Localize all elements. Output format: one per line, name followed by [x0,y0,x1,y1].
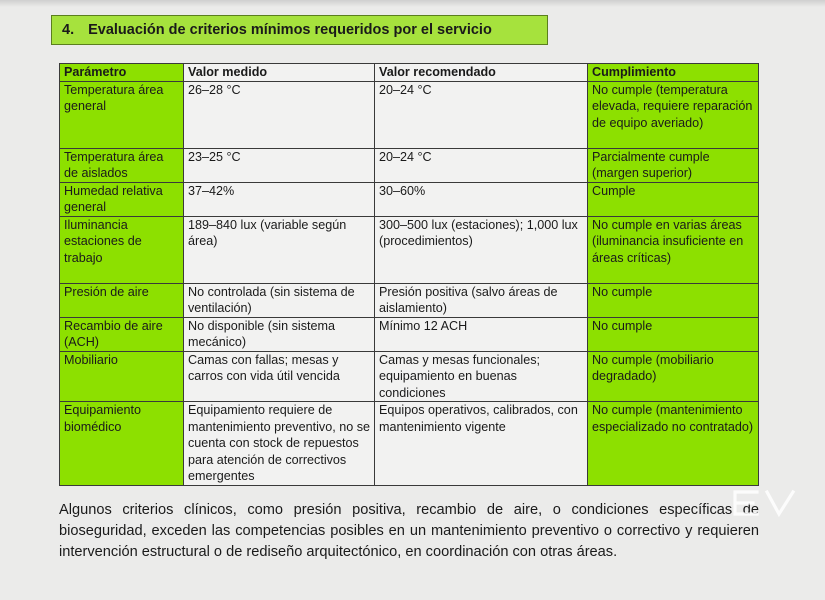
cell-compliance: Parcialmente cumple (margen superior) [588,148,759,182]
cell-measured: No controlada (sin sistema de ventilación) [184,283,375,317]
cell-measured: 37–42% [184,182,375,216]
section-number: 4. [62,22,75,38]
cell-measured: 189–840 lux (variable según área) [184,216,375,283]
table-row [60,148,759,182]
header-parametro: Parámetro [60,64,184,82]
cell-recommended: 30–60% [375,182,588,216]
cell-param: Equipamiento biomédico [60,402,184,486]
section-title: Evaluación de criterios mínimos requeridos por el servicio [88,22,492,38]
cell-measured: Equipamiento requiere de mantenimiento preventivo, no se cuenta con stock de repuestos para atención de correctivos emergentes [184,402,375,486]
cell-recommended: Equipos operativos, calibrados, con mantenimiento vigente [375,402,588,486]
cell-compliance: No cumple en varias áreas (iluminancia insuficiente en áreas críticas) [588,216,759,283]
table-row [60,351,759,402]
cell-compliance: Cumple [588,182,759,216]
cell-measured: No disponible (sin sistema mecánico) [184,317,375,351]
table-row [60,283,759,317]
table-row [60,317,759,351]
header-valor-recomendado: Valor recomendado [375,64,588,82]
table-row [60,402,759,486]
header-valor-medido: Valor medido [184,64,375,82]
cell-param: Humedad relativa general [60,182,184,216]
cell-param: Presión de aire [60,283,184,317]
cell-compliance: No cumple [588,283,759,317]
cell-compliance: No cumple [588,317,759,351]
cell-compliance: No cumple (mantenimiento especializado no contratado) [588,402,759,486]
section-heading [51,15,548,45]
cell-param: Temperatura área de aislados [60,148,184,182]
table-row [60,182,759,216]
cell-recommended: Camas y mesas funcionales; equipamiento en buenas condiciones [375,351,588,402]
page-top-edge [0,0,825,7]
cell-param: Recambio de aire (ACH) [60,317,184,351]
header-cumplimiento: Cumplimiento [588,64,759,82]
cell-recommended: 20–24 °C [375,81,588,148]
cell-recommended: Presión positiva (salvo áreas de aislamiento) [375,283,588,317]
cell-param: Mobiliario [60,351,184,402]
cell-compliance: No cumple (mobiliario degradado) [588,351,759,402]
table-header-row [60,64,759,82]
cell-param: Temperatura área general [60,81,184,148]
cell-recommended: 20–24 °C [375,148,588,182]
cell-recommended: 300–500 lux (estaciones); 1,000 lux (procedimientos) [375,216,588,283]
cell-measured: Camas con fallas; mesas y carros con vida útil vencida [184,351,375,402]
cell-measured: 26–28 °C [184,81,375,148]
body-paragraph: Algunos criterios clínicos, como presión positiva, recambio de aire, o condiciones específicas de bioseguridad, exceden las competencias posibles en un mantenimiento preventivo o correctivo y requieren intervención estructural o de rediseño arquitectónico, en coordinación con otras áreas. [59,502,759,560]
table-row [60,216,759,283]
cell-param: Iluminancia estaciones de trabajo [60,216,184,283]
criteria-table [59,63,759,486]
cell-measured: 23–25 °C [184,148,375,182]
table-row [60,81,759,148]
cell-recommended: Mínimo 12 ACH [375,317,588,351]
cell-compliance: No cumple (temperatura elevada, requiere reparación de equipo averiado) [588,81,759,148]
broadcaster-logo-icon [727,485,799,521]
